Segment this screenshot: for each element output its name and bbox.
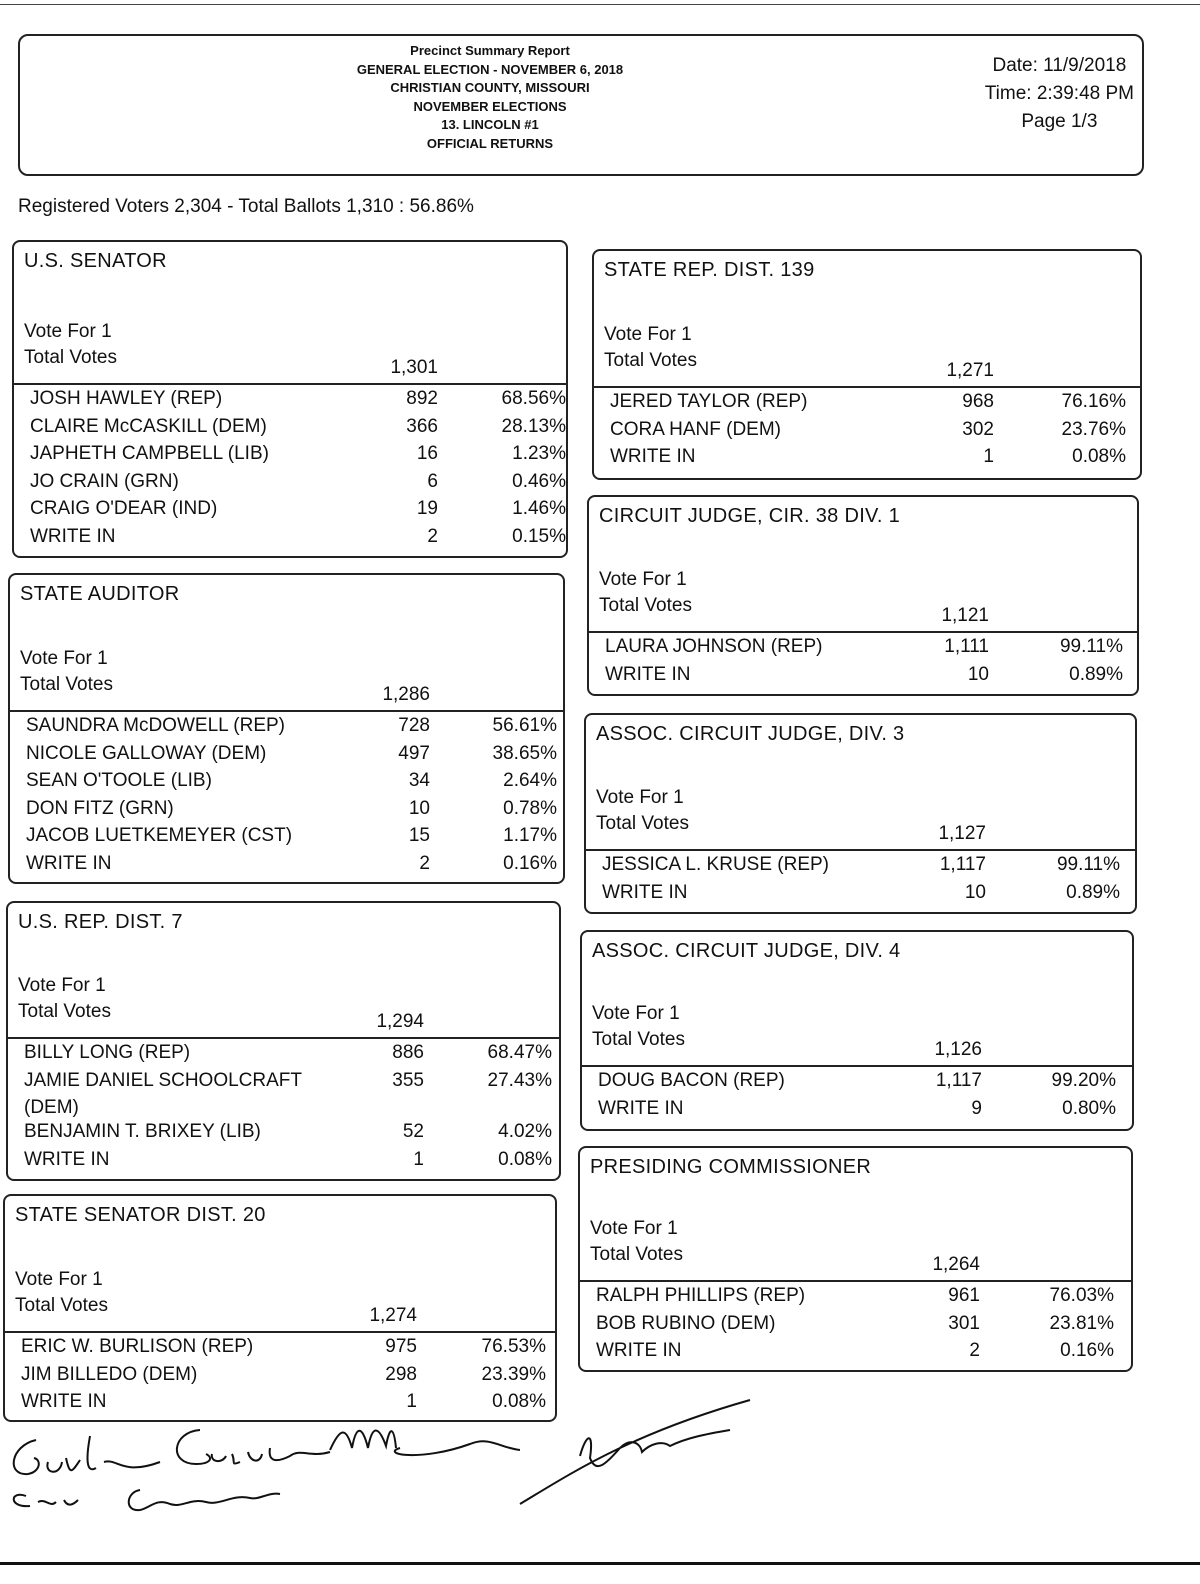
candidate-name: LAURA JOHNSON (REP) [605, 636, 823, 657]
precinct-name: 13. LINCOLN #1 [441, 117, 539, 132]
total-votes-value: 1,286 [382, 684, 430, 705]
candidate-votes: 10 [964, 881, 986, 903]
contest-divider [5, 1331, 555, 1333]
candidate-votes: 16 [416, 443, 438, 464]
candidate-percent: 23.81% [1049, 1312, 1114, 1334]
page-number: Page 1/3 [1021, 111, 1098, 132]
vote-for-label: Vote For 1 [599, 569, 687, 590]
total-votes-label: Total Votes [590, 1244, 683, 1265]
candidate-percent: 4.02% [498, 1121, 552, 1142]
contest-title: ASSOC. CIRCUIT JUDGE, DIV. 4 [592, 940, 901, 962]
candidate-name: WRITE IN [24, 1148, 110, 1170]
candidate-percent: 76.53% [481, 1336, 546, 1357]
candidate-percent: 99.11% [1059, 636, 1123, 657]
vote-for-label: Vote For 1 [604, 324, 692, 345]
total-votes-label: Total Votes [604, 350, 697, 371]
candidate-percent: 76.03% [1049, 1285, 1114, 1306]
total-votes-label: Total Votes [24, 347, 117, 368]
contest-assoc-judge-4 [580, 930, 1134, 1131]
total-votes-value: 1,271 [946, 360, 994, 381]
total-votes-label: Total Votes [592, 1029, 685, 1050]
candidate-name: DON FITZ (GRN) [26, 797, 174, 819]
contest-circuit-judge-38-1 [587, 495, 1139, 696]
contest-title: PRESIDING COMMISSIONER [590, 1156, 872, 1178]
candidate-percent: 0.08% [492, 1391, 546, 1412]
candidate-percent: 99.11% [1056, 854, 1120, 875]
candidate-name: WRITE IN [602, 881, 688, 903]
candidate-name: CORA HANF (DEM) [610, 418, 781, 440]
candidate-votes: 886 [392, 1042, 424, 1063]
candidate-votes: 366 [406, 415, 438, 437]
contest-divider [594, 386, 1140, 388]
vote-for-label: Vote For 1 [596, 787, 684, 808]
candidate-name: JOSH HAWLEY (REP) [30, 388, 223, 409]
candidate-votes: 19 [416, 498, 438, 519]
candidate-name: BILLY LONG (REP) [24, 1042, 191, 1063]
candidate-name: JO CRAIN (GRN) [30, 470, 179, 492]
candidate-votes: 1 [413, 1148, 424, 1170]
contest-state-senator-20 [3, 1194, 557, 1422]
contest-divider [586, 849, 1135, 851]
candidate-name: BOB RUBINO (DEM) [596, 1312, 776, 1334]
candidate-votes: 15 [408, 825, 430, 846]
candidate-votes: 302 [962, 418, 994, 440]
candidate-votes: 355 [392, 1069, 424, 1091]
candidate-name-continued: (DEM) [24, 1097, 79, 1118]
candidate-name: RALPH PHILLIPS (REP) [596, 1285, 806, 1306]
candidate-percent: 0.16% [503, 852, 557, 874]
total-votes-label: Total Votes [18, 1001, 111, 1022]
candidate-votes: 301 [948, 1312, 980, 1334]
candidate-percent: 0.89% [1066, 881, 1120, 903]
election-name: GENERAL ELECTION - NOVEMBER 6, 2018 [356, 61, 624, 77]
candidate-votes: 10 [967, 663, 989, 685]
total-votes-value: 1,264 [932, 1254, 980, 1275]
candidate-name: JAPHETH CAMPBELL (LIB) [30, 443, 269, 464]
total-votes-value: 1,294 [376, 1011, 424, 1032]
candidate-name: SAUNDRA McDOWELL (REP) [26, 715, 285, 736]
candidate-percent: 0.78% [503, 797, 557, 819]
report-date: Date: 11/9/2018 [992, 55, 1127, 76]
candidate-percent: 1.46% [512, 498, 566, 519]
candidate-name: WRITE IN [30, 525, 116, 547]
candidate-percent: 28.13% [501, 415, 566, 437]
candidate-name: BENJAMIN T. BRIXEY (LIB) [24, 1121, 261, 1142]
candidate-percent: 0.46% [512, 470, 566, 492]
total-votes-value: 1,301 [390, 357, 438, 378]
candidate-votes: 52 [402, 1121, 424, 1142]
contest-title: STATE AUDITOR [20, 583, 180, 605]
candidate-percent: 0.15% [512, 525, 566, 547]
signature-2 [510, 1394, 770, 1514]
contest-presiding-commissioner [578, 1146, 1133, 1372]
candidate-votes: 6 [427, 470, 438, 492]
candidate-votes: 1,117 [935, 1070, 982, 1091]
candidate-name: WRITE IN [598, 1097, 684, 1119]
contest-us-senator [12, 240, 568, 558]
candidate-name: WRITE IN [610, 446, 696, 467]
contest-divider [10, 710, 563, 712]
report-time: Time: 2:39:48 PM [984, 83, 1134, 104]
contest-title: STATE REP. DIST. 139 [604, 259, 815, 281]
candidate-name: JAMIE DANIEL SCHOOLCRAFT [24, 1069, 303, 1091]
candidate-name: WRITE IN [21, 1391, 107, 1412]
returns-status: OFFICIAL RETURNS [426, 135, 554, 151]
contest-divider [14, 383, 566, 385]
candidate-name: NICOLE GALLOWAY (DEM) [26, 742, 267, 764]
contest-divider [582, 1065, 1132, 1067]
candidate-votes: 34 [408, 770, 430, 791]
total-votes-label: Total Votes [20, 674, 113, 695]
total-votes-label: Total Votes [15, 1295, 108, 1316]
total-votes-value: 1,274 [369, 1305, 417, 1326]
contest-divider [580, 1280, 1131, 1282]
contest-assoc-judge-3 [584, 713, 1137, 914]
contest-title: U.S. REP. DIST. 7 [18, 911, 183, 933]
report-title: Precinct Summary Report [410, 43, 570, 58]
candidate-name: JERED TAYLOR (REP) [610, 391, 808, 412]
candidate-percent: 27.43% [487, 1069, 552, 1091]
candidate-votes: 1 [406, 1391, 417, 1412]
contest-title: U.S. SENATOR [24, 250, 167, 272]
candidate-votes: 2 [969, 1340, 980, 1361]
vote-for-label: Vote For 1 [20, 648, 108, 669]
candidate-name: JIM BILLEDO (DEM) [21, 1363, 198, 1385]
total-votes-value: 1,126 [934, 1039, 982, 1060]
contest-divider [8, 1037, 559, 1039]
candidate-votes: 961 [948, 1285, 980, 1306]
candidate-votes: 728 [398, 715, 430, 736]
election-group: NOVEMBER ELECTIONS [413, 98, 567, 114]
signature-1 [0, 1418, 520, 1528]
candidate-votes: 975 [385, 1336, 417, 1357]
bottom-edge-rule [0, 1562, 1200, 1565]
candidate-votes: 497 [398, 742, 430, 764]
candidate-percent: 38.65% [492, 742, 557, 764]
contest-state-rep-139 [592, 249, 1142, 480]
candidate-percent: 99.20% [1051, 1070, 1116, 1091]
candidate-votes: 10 [408, 797, 430, 819]
candidate-votes: 298 [385, 1363, 417, 1385]
total-votes-label: Total Votes [596, 813, 689, 834]
vote-for-label: Vote For 1 [590, 1218, 678, 1239]
header-meta [985, 52, 1134, 136]
vote-for-label: Vote For 1 [18, 975, 106, 996]
candidate-votes: 968 [962, 391, 994, 412]
candidate-votes: 1,111 [944, 636, 989, 657]
candidate-percent: 68.56% [501, 388, 566, 409]
contest-state-auditor [8, 573, 565, 884]
candidate-percent: 76.16% [1061, 391, 1126, 412]
vote-for-label: Vote For 1 [15, 1269, 103, 1290]
candidate-percent: 23.76% [1061, 418, 1126, 440]
candidate-name: JESSICA L. KRUSE (REP) [602, 854, 830, 875]
candidate-name: WRITE IN [596, 1340, 682, 1361]
candidate-percent: 1.23% [512, 443, 566, 464]
candidate-votes: 9 [971, 1097, 982, 1119]
contest-title: CIRCUIT JUDGE, CIR. 38 DIV. 1 [599, 505, 900, 527]
total-votes-value: 1,121 [941, 605, 989, 626]
candidate-percent: 0.08% [498, 1148, 552, 1170]
candidate-name: JACOB LUETKEMEYER (CST) [26, 825, 293, 846]
vote-for-label: Vote For 1 [24, 321, 112, 342]
candidate-name: SEAN O'TOOLE (LIB) [26, 770, 212, 791]
county-name: CHRISTIAN COUNTY, MISSOURI [390, 80, 590, 95]
candidate-name: DOUG BACON (REP) [598, 1070, 785, 1091]
report-header [18, 34, 1144, 176]
candidate-percent: 1.17% [503, 825, 557, 846]
header-titles [310, 42, 670, 153]
candidate-percent: 0.80% [1062, 1097, 1116, 1119]
candidate-percent: 2.64% [503, 770, 557, 791]
candidate-votes: 2 [419, 852, 430, 874]
contest-divider [589, 631, 1137, 633]
registered-voters-summary: Registered Voters 2,304 - Total Ballots 1,310 : 56.86% [18, 196, 474, 217]
top-edge-rule [0, 4, 1200, 5]
total-votes-value: 1,127 [938, 823, 986, 844]
contest-title: ASSOC. CIRCUIT JUDGE, DIV. 3 [596, 723, 905, 745]
candidate-name: CLAIRE McCASKILL (DEM) [30, 415, 267, 437]
candidate-percent: 56.61% [492, 715, 557, 736]
candidate-votes: 1 [983, 446, 994, 467]
candidate-name: CRAIG O'DEAR (IND) [30, 498, 218, 519]
candidate-name: ERIC W. BURLISON (REP) [21, 1336, 254, 1357]
contest-title: STATE SENATOR DIST. 20 [15, 1204, 266, 1226]
candidate-percent: 68.47% [487, 1042, 552, 1063]
candidate-percent: 0.89% [1069, 663, 1123, 685]
candidate-name: WRITE IN [605, 663, 691, 685]
contest-us-rep-7 [6, 901, 561, 1181]
candidate-percent: 0.16% [1060, 1340, 1114, 1361]
candidate-votes: 892 [406, 388, 438, 409]
candidate-percent: 0.08% [1072, 446, 1126, 467]
vote-for-label: Vote For 1 [592, 1003, 680, 1024]
candidate-votes: 1,117 [939, 854, 986, 875]
candidate-percent: 23.39% [481, 1363, 546, 1385]
total-votes-label: Total Votes [599, 595, 692, 616]
candidate-name: WRITE IN [26, 852, 112, 874]
candidate-votes: 2 [427, 525, 438, 547]
